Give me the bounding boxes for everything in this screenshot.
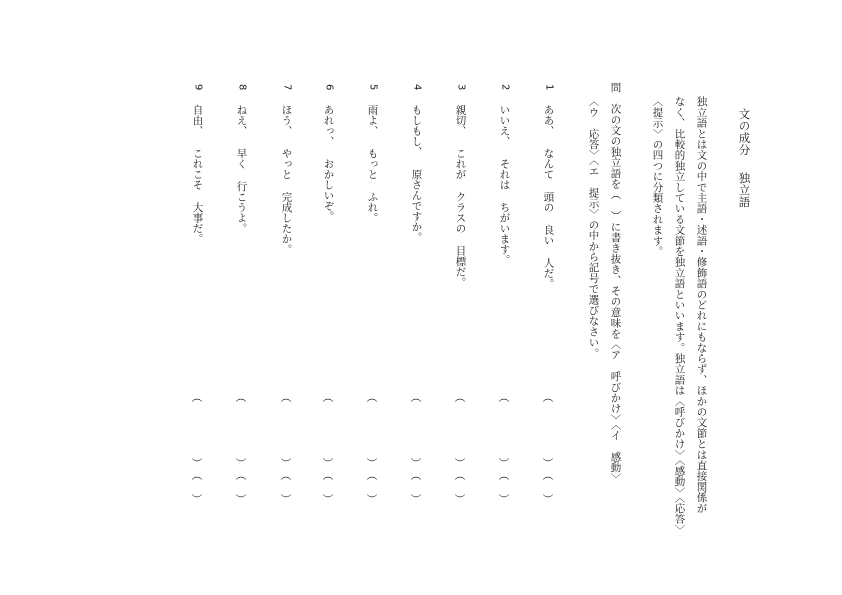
item-text: それは [498, 158, 511, 190]
answer-bracket-open[interactable]: ︵ [366, 391, 378, 404]
answer-bracket-close[interactable]: ︶ [454, 457, 466, 470]
answer-bracket-close[interactable]: ︶ [542, 457, 554, 470]
answer-bracket-close[interactable]: ︶ [280, 457, 292, 470]
item-text: これが [454, 147, 467, 180]
answer-bracket-open[interactable]: ︵ [191, 469, 203, 482]
title-sub: 独立語 [737, 172, 752, 208]
title-main: 文の成分 [737, 108, 752, 156]
item-text: ほう、 [280, 104, 293, 136]
answer-bracket-close[interactable]: ︶ [191, 493, 203, 506]
item-number: 6 [323, 84, 335, 91]
item-text: 良い [542, 224, 555, 246]
answer-bracket-close[interactable]: ︶ [498, 457, 510, 470]
answer-bracket-open[interactable]: ︵ [322, 469, 334, 482]
question-item-3 [455, 84, 466, 287]
question-instruction-line-2: 〈ウ 応答〉〈エ 提示〉の中から記号で選びなさい。 [587, 96, 600, 359]
answer-bracket-close[interactable]: ︶ [191, 457, 203, 470]
intro-line-3: 〈提示〉の四つに分類されます。 [651, 96, 664, 257]
item-number: 5 [367, 84, 379, 91]
answer-bracket-open[interactable]: ︵ [280, 469, 292, 482]
answer-bracket-open[interactable]: ︵ [322, 391, 334, 404]
item-text: 目標だ。 [454, 245, 467, 288]
answer-bracket-close[interactable]: ︶ [542, 493, 554, 506]
answer-bracket-close[interactable]: ︶ [235, 493, 247, 506]
question-item-2 [499, 84, 510, 265]
item-number: 3 [455, 84, 467, 91]
item-text: いいえ、 [498, 104, 511, 147]
item-text: 行こうよ。 [235, 180, 248, 234]
item-text: 頭の [542, 191, 555, 213]
item-text: もっと [366, 147, 379, 180]
item-number: 1 [543, 84, 555, 91]
item-text: これこそ [191, 147, 204, 190]
item-number: 2 [499, 84, 511, 91]
answer-bracket-open[interactable]: ︵ [410, 469, 422, 482]
item-text: ああ、 [542, 104, 555, 136]
answer-bracket-open[interactable]: ︵ [454, 391, 466, 404]
question-item-8 [236, 84, 247, 233]
intro-line-1: 独立語とは文の中で主語・述語・修飾語のどれにもならず、ほかの文節とは直接関係が [695, 96, 708, 514]
item-text: 完成したか。 [280, 191, 293, 255]
item-number: 7 [281, 84, 293, 91]
item-number: 8 [236, 84, 248, 91]
question-instruction-line-1: 問 次の文の独立語を（ ）に書き抜き、その意味を〈ア 呼びかけ〉〈イ 感動〉 [609, 82, 622, 484]
answer-bracket-close[interactable]: ︶ [322, 457, 334, 470]
item-text: 人だ。 [542, 257, 555, 289]
item-text: やっと [280, 147, 293, 180]
item-text: ねえ、 [235, 104, 248, 136]
item-text: クラスの [454, 191, 467, 234]
answer-bracket-close[interactable]: ︶ [498, 493, 510, 506]
answer-bracket-close[interactable]: ︶ [366, 457, 378, 470]
item-text: 雨よ、 [366, 104, 379, 136]
item-number: 4 [411, 84, 423, 91]
item-text: なんて [542, 147, 555, 180]
answer-bracket-open[interactable]: ︵ [542, 391, 554, 404]
question-item-6 [323, 84, 334, 221]
question-item-7 [281, 84, 292, 254]
answer-bracket-open[interactable]: ︵ [191, 391, 203, 404]
answer-bracket-close[interactable]: ︶ [454, 493, 466, 506]
item-text: 親切、 [454, 104, 467, 136]
answer-bracket-open[interactable]: ︵ [498, 391, 510, 404]
item-text: あれっ、 [322, 104, 335, 147]
item-text: 原さんですか。 [410, 168, 423, 243]
item-text: 早く [235, 147, 248, 169]
answer-bracket-close[interactable]: ︶ [366, 493, 378, 506]
answer-bracket-close[interactable]: ︶ [410, 493, 422, 506]
question-item-9 [192, 84, 203, 244]
answer-bracket-open[interactable]: ︵ [410, 391, 422, 404]
answer-bracket-close[interactable]: ︶ [280, 493, 292, 506]
answer-bracket-open[interactable]: ︵ [280, 391, 292, 404]
item-text: 自由、 [191, 104, 204, 136]
answer-bracket-close[interactable]: ︶ [235, 457, 247, 470]
answer-bracket-open[interactable]: ︵ [454, 469, 466, 482]
item-text: おかしいぞ。 [322, 158, 335, 222]
item-text: 大事だ。 [191, 201, 204, 244]
question-item-4 [411, 84, 422, 242]
item-number: 9 [192, 84, 204, 91]
answer-bracket-close[interactable]: ︶ [410, 457, 422, 470]
answer-bracket-open[interactable]: ︵ [235, 469, 247, 482]
answer-bracket-open[interactable]: ︵ [542, 469, 554, 482]
item-text: ちがいます。 [498, 201, 511, 265]
item-text: もしもし、 [410, 104, 423, 157]
question-item-1 [543, 84, 554, 289]
worksheet-title [738, 108, 750, 208]
intro-line-2: なく、比較的独立している文節を独立語といいます。独立語は〈呼びかけ〉〈感動〉〈応答〉 [673, 96, 686, 535]
answer-bracket-open[interactable]: ︵ [235, 391, 247, 404]
answer-bracket-open[interactable]: ︵ [366, 469, 378, 482]
answer-bracket-open[interactable]: ︵ [498, 469, 510, 482]
answer-bracket-close[interactable]: ︶ [322, 493, 334, 506]
item-text: ふれ。 [366, 191, 379, 223]
question-item-5 [367, 84, 378, 223]
